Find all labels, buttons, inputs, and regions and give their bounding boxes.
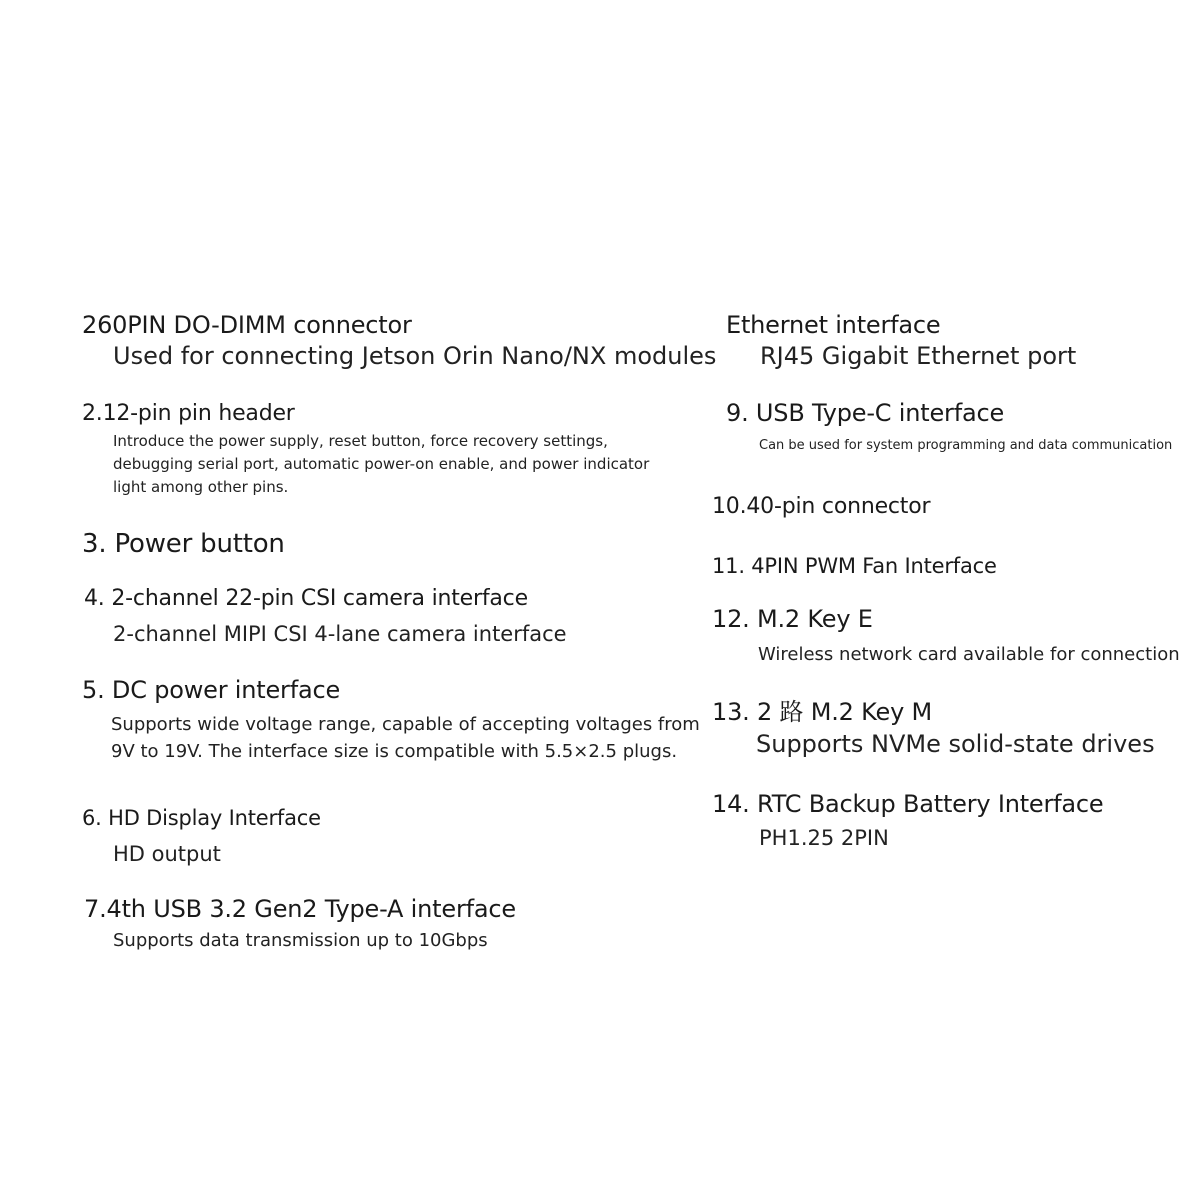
item-title: 14. RTC Backup Battery Interface [712, 790, 1104, 818]
item-title: 3. Power button [82, 529, 285, 559]
item-ethernet [726, 312, 1076, 370]
item-description: RJ45 Gigabit Ethernet port [760, 341, 1077, 370]
item-title: 6. HD Display Interface [82, 806, 321, 830]
item-title: 4. 2-channel 22-pin CSI camera interface [84, 586, 528, 611]
item-hd-display [82, 806, 321, 867]
item-description: PH1.25 2PIN [759, 825, 889, 850]
item-description: Supports data transmission up to 10Gbps [113, 929, 488, 951]
item-title: Ethernet interface [726, 311, 941, 339]
item-title: 260PIN DO-DIMM connector [82, 311, 412, 339]
item-description: Supports NVMe solid-state drives [756, 729, 1155, 758]
item-description-line: 9V to 19V. The interface size is compatible with 5.5×2.5 plugs. [111, 740, 678, 762]
item-usb-type-c [726, 400, 1172, 453]
item-title: 10.40-pin connector [712, 494, 931, 519]
item-power-button [82, 530, 285, 560]
item-title: 13. 2 路 M.2 Key M [712, 698, 933, 726]
item-m2-key-m [712, 699, 1155, 758]
item-description-line: Supports wide voltage range, capable of accepting voltages from [111, 713, 700, 735]
item-title: 2.12-pin pin header [82, 401, 295, 426]
item-csi-camera [84, 586, 567, 647]
item-description: Can be used for system programming and data communication [759, 437, 1173, 453]
item-description-line: debugging serial port, automatic power-on enable, and power indicator [113, 455, 650, 474]
item-description: 2-channel MIPI CSI 4-lane camera interface [113, 622, 567, 647]
item-description-line: light among other pins. [113, 478, 289, 497]
item-description: Wireless network card available for connection [758, 643, 1180, 665]
item-m2-key-e [712, 606, 1180, 665]
item-usb-type-a [84, 896, 516, 951]
item-title: 11. 4PIN PWM Fan Interface [712, 554, 997, 578]
item-description-line: Introduce the power supply, reset button, force recovery settings, [113, 432, 608, 451]
item-description: HD output [113, 842, 221, 867]
item-pin-header [82, 401, 649, 499]
item-title: 9. USB Type-C interface [726, 399, 1005, 427]
item-rtc-battery [712, 791, 1103, 851]
item-description: Used for connecting Jetson Orin Nano/NX modules [113, 341, 717, 370]
item-title: 5. DC power interface [82, 676, 341, 704]
item-pwm-fan [712, 554, 997, 578]
item-40-pin-connector [712, 494, 930, 519]
item-dimm-connector [82, 312, 716, 370]
item-title: 12. M.2 Key E [712, 605, 873, 633]
item-dc-power [82, 677, 700, 765]
item-title: 7.4th USB 3.2 Gen2 Type-A interface [84, 895, 516, 923]
